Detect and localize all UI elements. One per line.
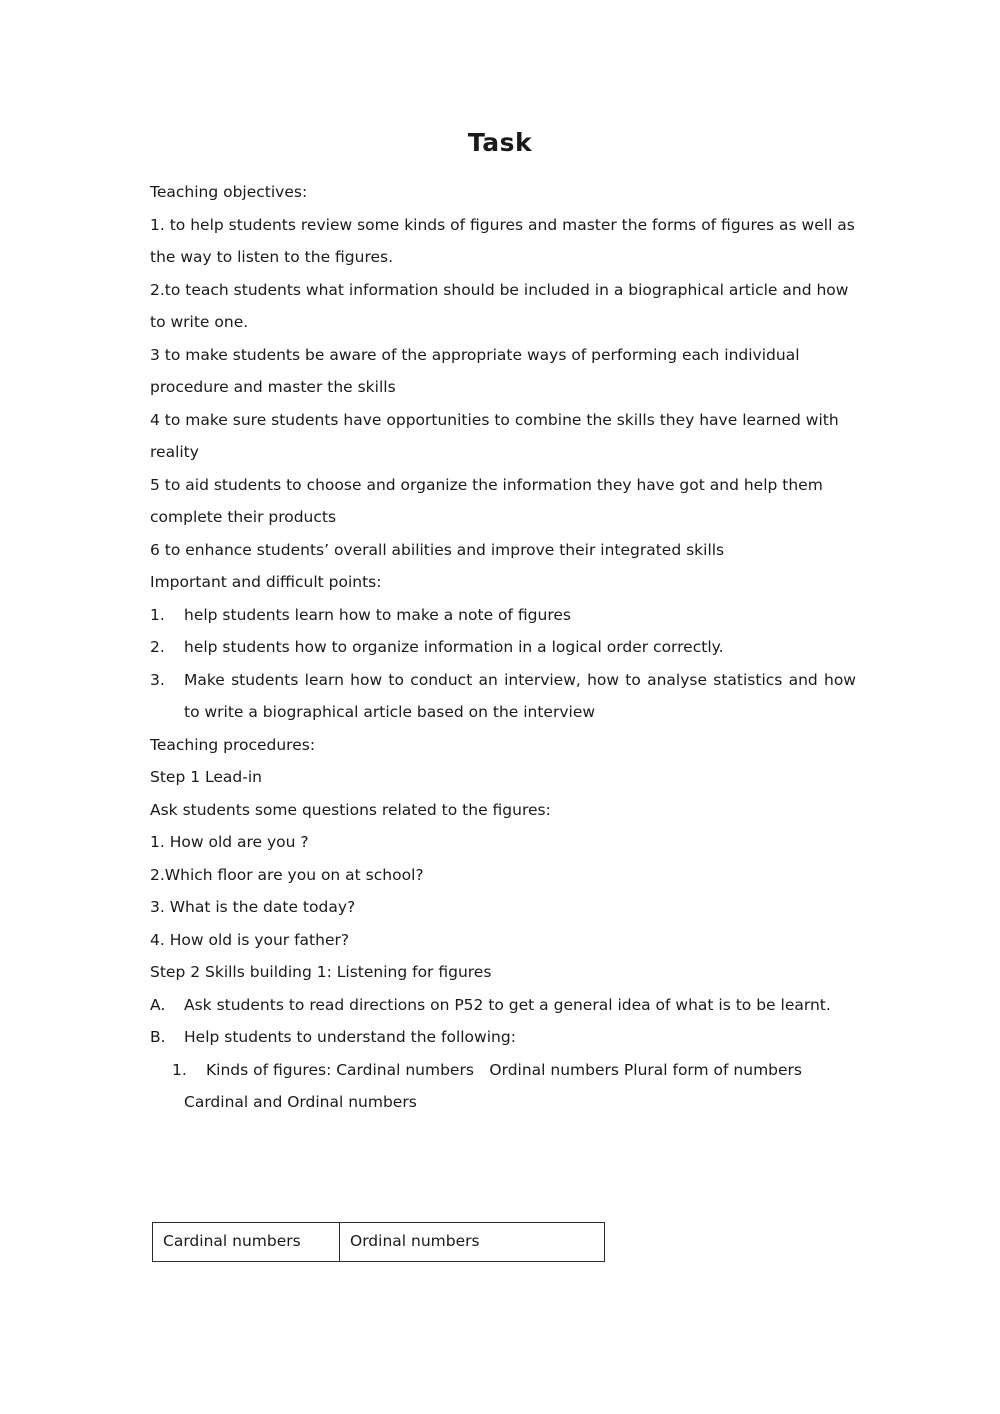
step1-question-4: 4. How old is your father? [150, 930, 350, 949]
objective-item-5: 5 to aid students to choose and organize the information they have got and help them complete their products [150, 475, 828, 526]
list-marker: 1. [172, 1060, 187, 1079]
list-item-label: help students how to organize information in a logical order correctly. [184, 638, 724, 656]
objective-item-4: 4 to make sure students have opportunities to combine the skills they have learned with reality [150, 410, 844, 461]
list-item-label: Make students learn how to conduct an interview, how to analyse statistics and how to write a biographical article based on the interview [184, 670, 856, 721]
list-marker: 3. [150, 670, 165, 689]
important-points-list [150, 599, 856, 729]
list-item [150, 1054, 856, 1087]
list-item-label: help students learn how to make a note of figures [184, 605, 571, 624]
table-cell-ordinal: Ordinal numbers [340, 1223, 605, 1262]
list-marker: 2. [150, 638, 165, 656]
list-item-label: Help students to understand the following: [184, 1028, 516, 1046]
important-points-heading: Important and difficult points: [150, 573, 382, 591]
teaching-objectives-heading: Teaching objectives: [150, 183, 308, 201]
table-row [153, 1223, 605, 1262]
figures-table [152, 1222, 605, 1262]
step2-heading: Step 2 Skills building 1: Listening for figures [150, 963, 492, 981]
step1-intro: Ask students some questions related to the figures: [150, 800, 551, 819]
list-item [150, 1021, 856, 1054]
step2-sub-continuation: Cardinal and Ordinal numbers [184, 1093, 417, 1111]
step1-question-2: 2.Which floor are you on at school? [150, 865, 424, 884]
list-item-label: Ask students to read directions on P52 to get a general idea of what is to be learnt. [184, 995, 831, 1014]
list-item [150, 664, 856, 729]
objective-item-6: 6 to enhance students’ overall abilities and improve their integrated skills [150, 540, 725, 559]
list-marker: B. [150, 1028, 166, 1046]
objective-item-2: 2.to teach students what information should be included in a biographical article and how to write one. [150, 280, 854, 331]
objective-item-1: 1. to help students review some kinds of figures and master the forms of figures as well as the way to listen to the figures. [150, 215, 860, 266]
step2-list [150, 989, 856, 1054]
list-item-label: Kinds of figures: Cardinal numbers Ordinal numbers Plural form of numbers [206, 1060, 802, 1079]
step1-heading: Step 1 Lead-in [150, 768, 262, 786]
document-body [150, 176, 860, 1119]
step1-question-1: 1. How old are you ? [150, 833, 309, 851]
list-marker: 1. [150, 605, 165, 624]
teaching-procedures-heading: Teaching procedures: [150, 735, 316, 754]
list-item [150, 631, 856, 664]
page-title: Task [467, 128, 533, 157]
list-item [150, 989, 856, 1022]
objective-item-3: 3 to make students be aware of the appropriate ways of performing each individual procedure and master the skills [150, 345, 805, 396]
table-cell-cardinal: Cardinal numbers [153, 1223, 340, 1262]
list-item [150, 599, 856, 632]
list-marker: A. [150, 995, 166, 1014]
step1-question-3: 3. What is the date today? [150, 898, 356, 916]
step2-sublist [150, 1054, 856, 1087]
